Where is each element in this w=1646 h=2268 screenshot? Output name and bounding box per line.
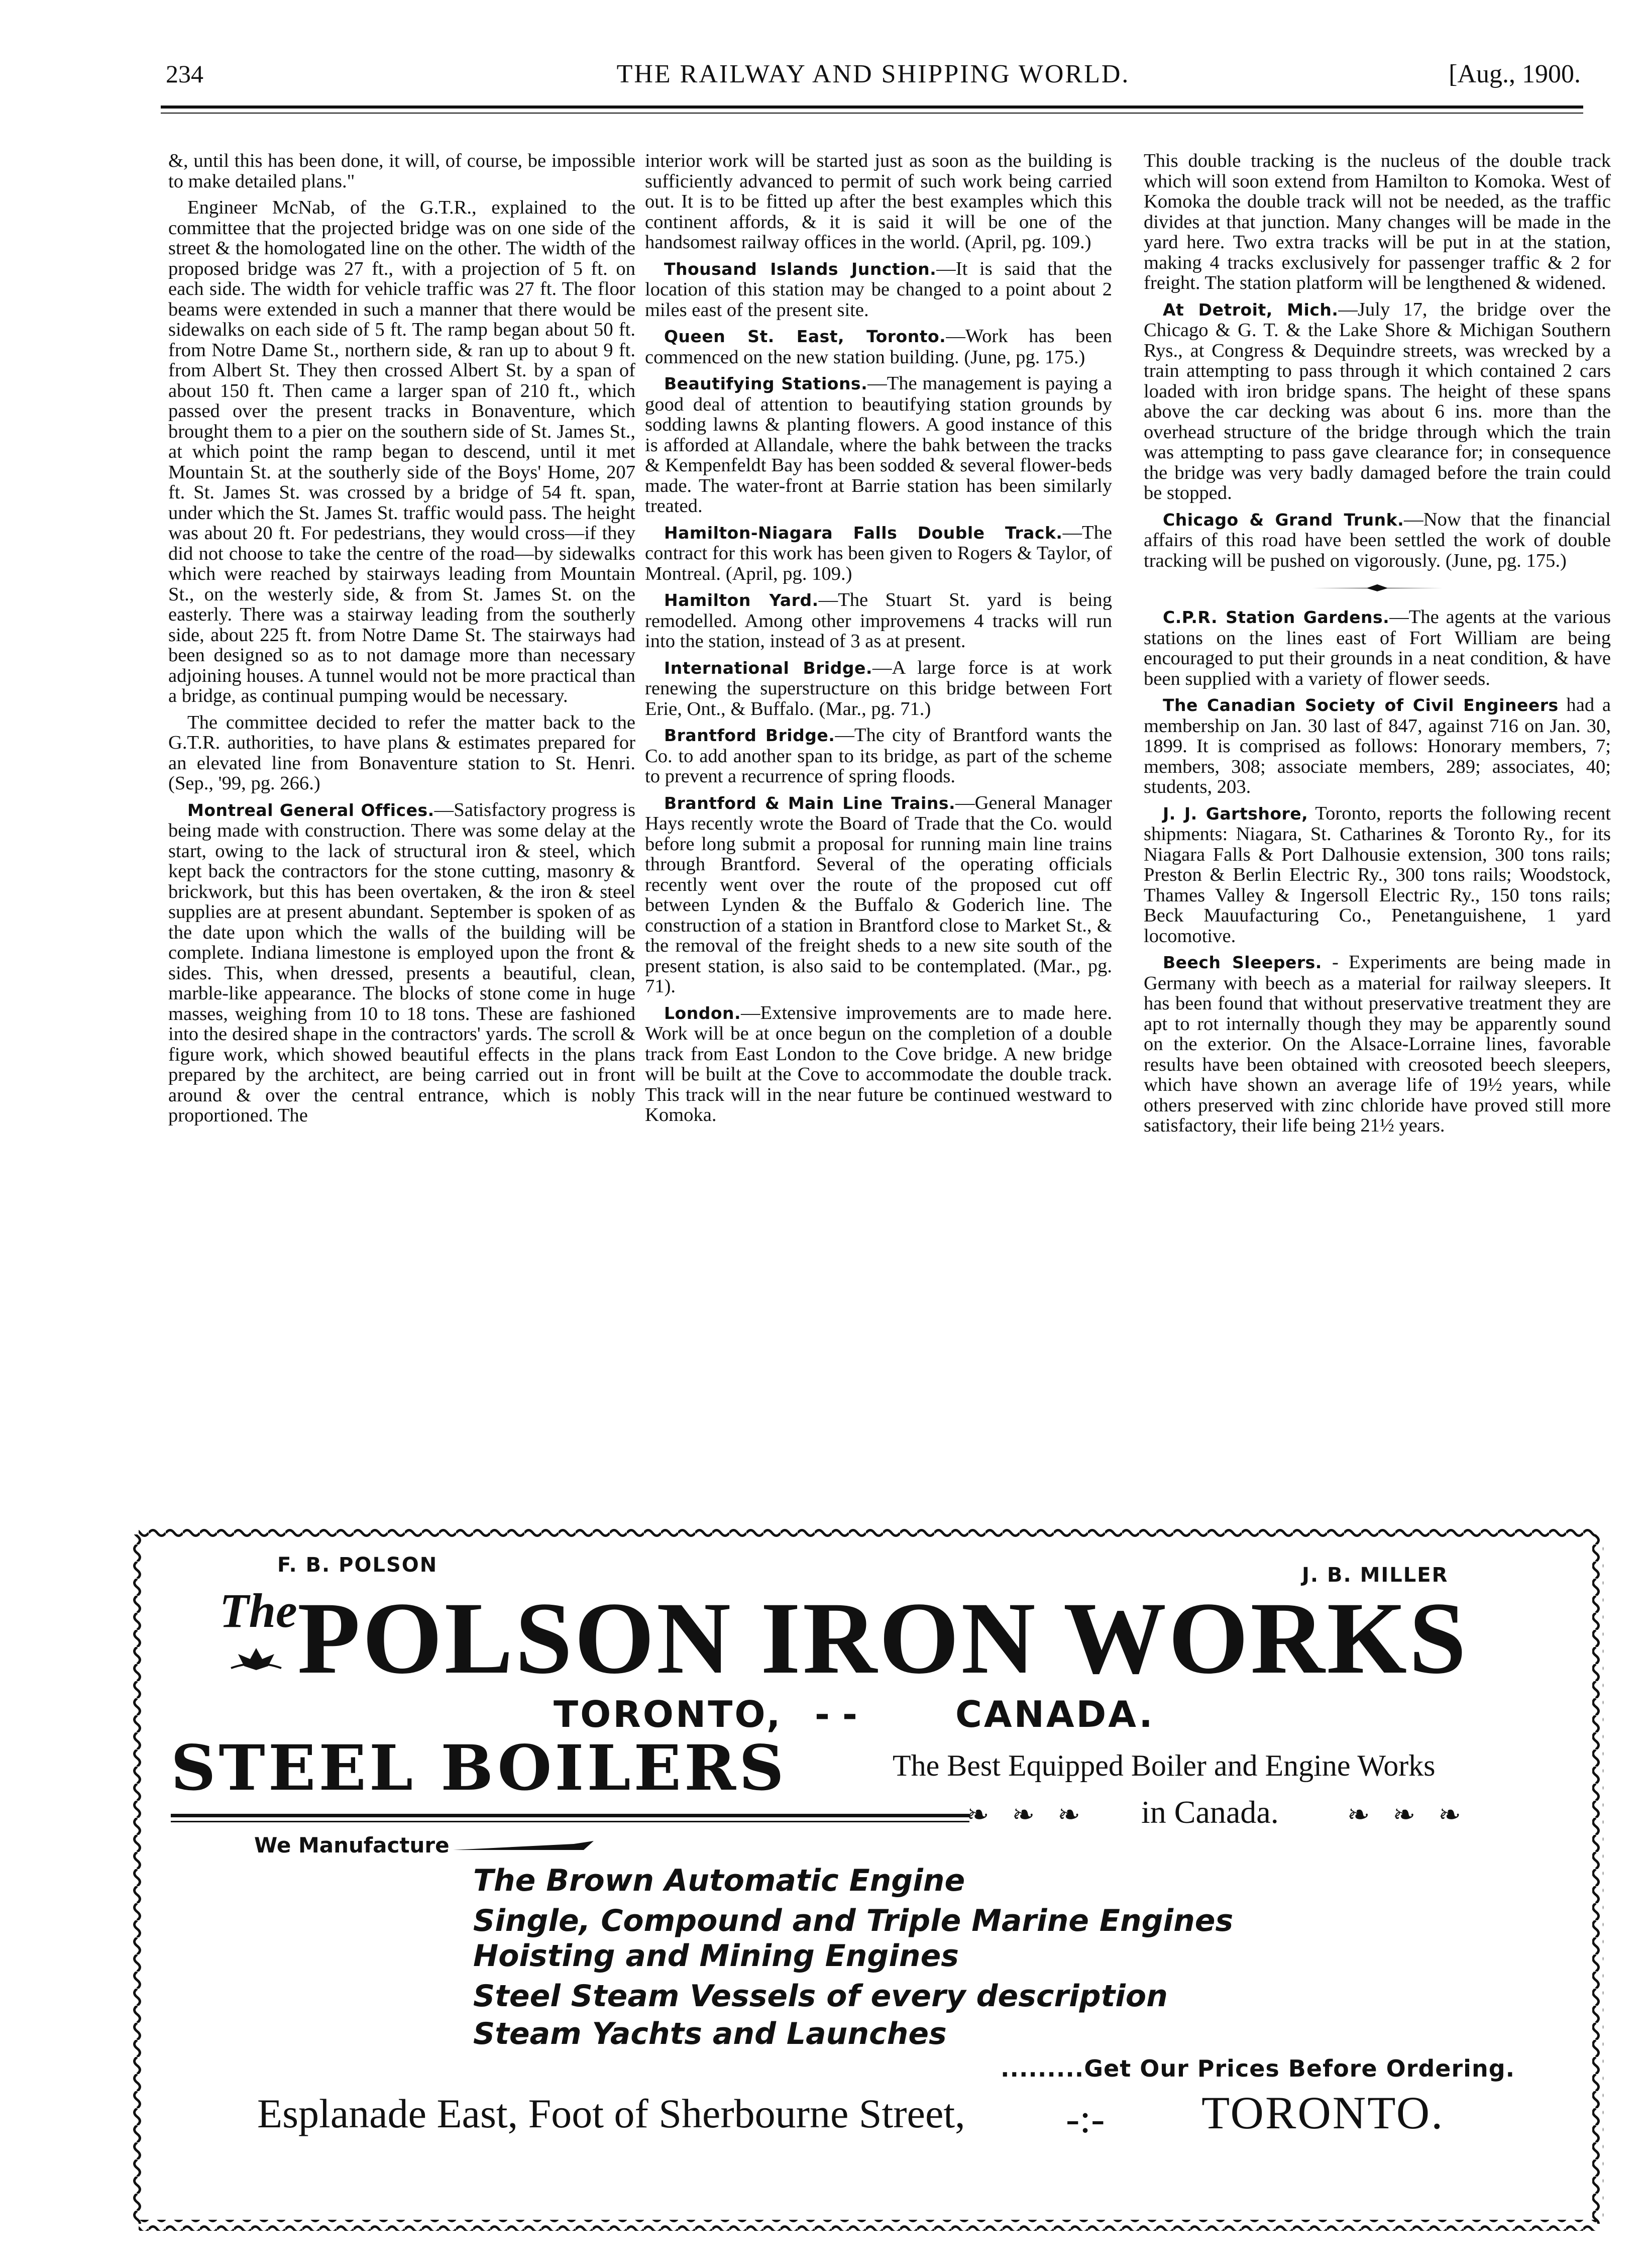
article-paragraph (1144, 299, 1611, 503)
article-paragraph (168, 197, 635, 706)
product-item: Steel Steam Vessels of every description (473, 1979, 1168, 2014)
article-text: —Satisfactory progress is being made with construction. There was some delay at the start, owing to the lack of structural iron & steel, which kept back the contractors for the stone cutting, masonry & brickwork, but this has been overtaken, & the iron & steel supplies are at present abundant. September is spoken of as the date upon which the walls of the building will be complete. Indiana limestone is employed upon the front & sides. This, when dressed, presents a beautiful, clean, marble-like appearance. The blocks of stone come in huge masses, weighing from 10 to 18 tons. These are fashioned into the desired shape in the contractors' yards. The scroll & figure work, which showed beautiful effects in the plans prepared by the architect, are being carried out in front around & over the central entrance, which is nobly proportioned. The (168, 799, 635, 1126)
article-paragraph (168, 800, 635, 1126)
article-paragraph (1144, 509, 1611, 571)
ad-separator: - - (815, 1693, 857, 1735)
article-heading: Queen St. East, Toronto. (664, 327, 946, 346)
ad-name-prefix: The (220, 1584, 297, 1637)
ad-tagline: The Best Equipped Boiler and Engine Works (893, 1749, 1436, 1782)
continued-paragraph (168, 151, 635, 191)
maple-ornament-icon (226, 1644, 286, 1673)
article-paragraph (1144, 695, 1611, 797)
article-paragraph (645, 523, 1112, 584)
article-text: —July 17, the bridge over the Chicago & G. T. & the Lake Shore & Michigan Southern Rys., at Congress & Dequindre streets, was wrecked by a train attempting to pass through it which contained 2 cars loaded with iron bridge spans. The height of these spans above the car decking was about 6 ins. more than the overhead structure of the bridge through which the train was attempting to pass gave clearance for; in consequence the bridge was very badly damaged before the train could be stopped. (1144, 298, 1611, 503)
article-paragraph (645, 373, 1112, 517)
prices-line: .........Get Our Prices Before Ordering. (1001, 2055, 1515, 2082)
article-text: —A large force is at work renewing the superstructure on this bridge between Fort Erie, Ont., & Buffalo. (Mar., pg. 71.) (645, 657, 1112, 719)
ad-address: Esplanade East, Foot of Sherbourne Street, (257, 2091, 965, 2136)
article-heading: The Canadian Society of Civil Engineers (1163, 695, 1559, 715)
article-text: Engineer McNab, of the G.T.R., explained to the committee that the projected bridge was on one side of the street & the homologated line on the other. The width of the proposed bridge was 27 ft., with a projection of 5 ft. on each side. The width for vehicle traffic was 27 ft. The floor beams were extended in such a manner that there would be sidewalks on each side of 5 ft. The ramp began about 50 ft. from Notre Dame St., northern side, & ran up to about 9 ft. from Albert St. They then crossed Albert St. by a span of about 150 ft. Then came a larger span of 210 ft., which passed over the present tracks in Bonaventure, which brought them to a pier on the southern side of St. James St., at which point the ramp began to descend, until it met Mountain St. at the southerly side of the Boys' Home, 207 ft. St. James St. was crossed by a bridge of 54 ft. span, under which the St. James St. traffic would pass. The height was about 20 ft. For pedestrians, they would cross—if they did not choose to take the centre of the road—by sidewalks which were reached by stairways leading from Mountain St., on the westerly side, & from St. James St. on the easterly. There was a stairway leading from the southerly side, about 225 ft. from Notre Dame St. The stairways had been designed so as to not damage more than necessary adjoining houses. A tunnel would not be more practical than a bridge, as continual pumping would be necessary. (168, 197, 635, 706)
product-item: Steam Yachts and Launches (473, 2016, 947, 2051)
ad-tagline-2: in Canada. (1141, 1794, 1279, 1830)
article-paragraph (1144, 952, 1611, 1136)
company-name: POLSON IRON WORKS (297, 1581, 1469, 1695)
article-text: —Now that the financial affairs of this road have been settled the work of double tracking will be pushed on vigorously. (June, pg. 175.) (1144, 508, 1611, 571)
ornament-right-icon: ❧ ❧ ❧ (1347, 1800, 1469, 1830)
article-text: The committee decided to refer the matter back to the G.T.R. authorities, to have plans & estimates prepared for an elevated line from Bonaventure station to St. Henri. (Sep., '99, pg. 266.) (168, 711, 635, 794)
article-text: —Work has been commenced on the new station building. (June, pg. 175.) (645, 326, 1112, 368)
headline-rule-thin (171, 1821, 969, 1822)
article-heading: Hamilton-Niagara Falls Double Track. (664, 523, 1063, 543)
article-text: —Extensive improvements are to made here. Work will be at once begun on the completion of a double track from East London to the Cove bridge. A new bridge will be built at the Cove to accommodate the double track. This track will in the near future be continued westward to Komoka. (645, 1002, 1112, 1125)
continued-paragraph (1144, 151, 1611, 293)
header-rule (161, 106, 1583, 109)
article-paragraph (645, 658, 1112, 719)
article-text: &, until this has been done, it will, of course, be impossible to make detailed plans." (168, 151, 635, 192)
continued-paragraph (645, 151, 1112, 253)
ad-address-city: TORONTO. (1201, 2087, 1445, 2138)
text-column-1 (168, 151, 635, 1507)
article-text: —The agents at the various stations on the lines east of Fort William are being encouraged to put their grounds in a neat condition, & have been supplied with a variety of flower seeds. (1144, 606, 1611, 689)
running-header (166, 59, 1581, 105)
article-heading: Brantford & Main Line Trains. (664, 793, 955, 813)
pointer-icon (453, 1839, 599, 1852)
article-heading: Montreal General Offices. (187, 800, 434, 820)
article-paragraph (645, 259, 1112, 321)
partner-left: F. B. POLSON (277, 1554, 438, 1577)
article-heading: Brantford Bridge. (664, 726, 835, 745)
article-heading: Thousand Islands Junction. (664, 259, 937, 279)
manufacture-label: We Manufacture (254, 1833, 450, 1858)
article-paragraph (168, 712, 635, 794)
article-text: - Experiments are being made in Germany with beech as a material for railway sleepers. It has been found that without preservative treatment they are apt to rot internally though they may be apparently sound on the exterior. On the Alsace-Lorraine lines, favorable results have been obtained with creosoted beech sleepers, which have shown an average life of 19½ years, while others preserved with zinc chloride have proved still more satisfactory, their life being 21½ years. (1144, 952, 1611, 1136)
ad-headline: STEEL BOILERS (171, 1732, 787, 1805)
article-paragraph (645, 793, 1112, 997)
article-heading: Chicago & Grand Trunk. (1163, 509, 1404, 530)
text-column-3 (1144, 151, 1611, 1507)
article-paragraph (645, 1003, 1112, 1125)
article-text: —The management is paying a good deal of attention to beautifying station grounds by sodding lawns & planting flowers. A good instance of this is afforded at Allandale, where the bahk between the tracks & Kempenfeldt Bay has been sodded & several flower-beds made. The water-front at Barrie station has been similarly treated. (645, 373, 1112, 517)
article-heading: London. (664, 1003, 741, 1023)
article-heading: At Detroit, Mich. (1163, 299, 1339, 320)
article-heading: J. J. Gartshore, (1163, 803, 1308, 823)
article-heading: C.P.R. Station Gardens. (1163, 607, 1390, 627)
article-paragraph (1144, 803, 1611, 947)
article-paragraph (645, 326, 1112, 367)
article-heading: Hamilton Yard. (664, 590, 819, 610)
ad-city: TORONTO, (554, 1693, 783, 1735)
ornament-left-icon: ❧ ❧ ❧ (966, 1800, 1088, 1830)
masthead-title: THE RAILWAY AND SHIPPING WORLD. (616, 60, 1130, 88)
section-divider (1144, 584, 1611, 592)
article-paragraph (1144, 607, 1611, 689)
article-text: Toronto, reports the following recent shipments: Niagara, St. Catharines & Toronto Ry., for its Niagara Falls & Port Dalhousie extension, 300 tons rails; Preston & Berlin Electric Ry., 300 tons rails; Woodstock, Thames Valley & Ingersoll Electric Ry., 150 tons rails; Beck Mauufacturing Co., Penetanguishene, 1 yard locomotive. (1144, 802, 1611, 947)
article-text: This double tracking is the nucleus of the double track which will soon extend from Hamilton to Komoka. West of Komoka the double track will not be needed, as the traffic divides at that junction. Many changes will be made in the yard here. Two extra tracks will be put in at the station, making 4 tracks exclusively for passenger traffic & 2 for freight. The station platform will be lengthened & widened. (1144, 151, 1611, 293)
article-text: —General Manager Hays recently wrote the Board of Trade that the Co. would before long submit a proposal for running main line trains through Brantford. Several of the operating officials recently went over the route of the proposed cut off between Lynden & the Buffalo & Goderich line. The construction of a station in Brantford close to Market St., & the removal of the freight sheds to a new site south of the present station, is also said to be contemplated. (Mar., pg. 71). (645, 792, 1112, 997)
article-text: —The city of Brantford wants the Co. to add another span to its bridge, as part of the scheme to prevent a recurrence of spring floods. (645, 725, 1112, 787)
article-text: had a membership on Jan. 30 last of 847, against 716 on Jan. 30, 1899. It is comprised as follows: Honorary members, 7; members, 308; associate members, 289; associates, 40; students, 203. (1144, 694, 1611, 797)
ad-country: CANADA. (955, 1693, 1155, 1735)
article-heading: Beautifying Stations. (664, 374, 868, 393)
header-rule-thin (161, 113, 1583, 114)
article-text: —The Stuart St. yard is being remodelled. Among other improvemens 4 tracks will run into the station, instead of 3 as at present. (645, 589, 1112, 652)
headline-rule (171, 1814, 969, 1817)
product-item: The Brown Automatic Engine (473, 1863, 965, 1898)
address-separator: -:- (1066, 2096, 1105, 2141)
article-text: interior work will be started just as soon as the building is sufficiently advanced to permit of such work being carried out. It is to be fitted up after the best examples which this continent affords, & it is said it will be one of the handsomest railway offices in the world. (April, pg. 109.) (645, 151, 1112, 253)
text-column-2 (645, 151, 1112, 1507)
product-item: Hoisting and Mining Engines (473, 1938, 959, 1974)
article-heading: Beech Sleepers. (1163, 953, 1322, 972)
article-text: —It is said that the location of this station may be changed to a point about 2 miles east of the present site. (645, 258, 1112, 321)
product-item: Single, Compound and Triple Marine Engines (473, 1903, 1234, 1938)
partner-right: J. B. MILLER (1302, 1564, 1449, 1587)
article-heading: International Bridge. (664, 658, 872, 678)
article-paragraph (645, 590, 1112, 652)
article-text: —The contract for this work has been given to Rogers & Taylor, of Montreal. (April, pg. 109.) (645, 522, 1112, 584)
issue-date: [Aug., 1900. (1449, 60, 1581, 88)
polson-iron-works-advertisement (132, 1527, 1603, 2231)
page-number: 234 (166, 60, 203, 88)
article-paragraph (645, 725, 1112, 787)
